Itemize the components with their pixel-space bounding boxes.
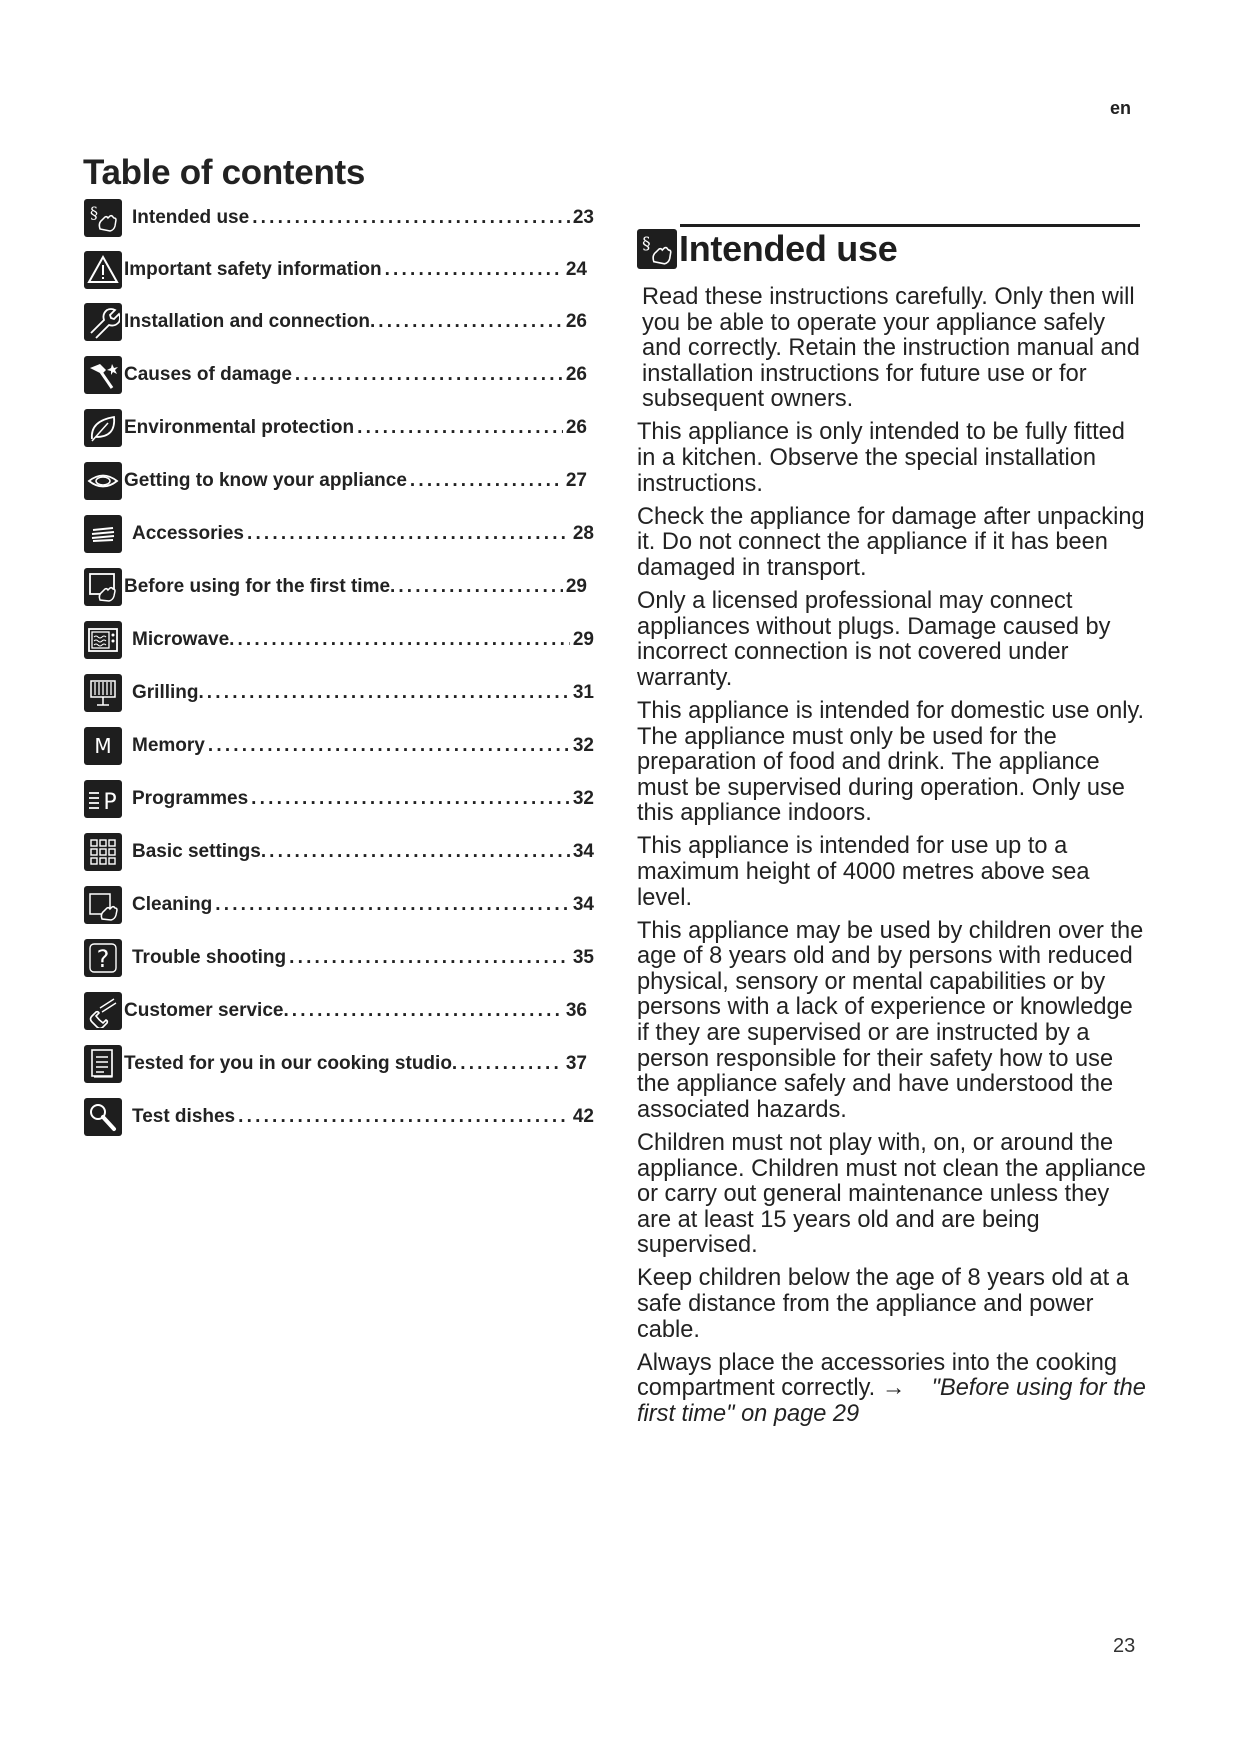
toc-entry-label: Environmental protection — [124, 417, 355, 438]
toc-entry-page: 35 — [572, 947, 594, 968]
toc-entry-label: Before using for the first time. — [124, 576, 396, 597]
toc-entry-label: Test dishes — [132, 1106, 236, 1127]
intended-use-text — [637, 285, 1147, 1435]
toc-entry-damage[interactable] — [84, 355, 587, 395]
toc-entry-page: 26 — [565, 311, 587, 332]
first-use-icon — [84, 568, 122, 606]
microwave-icon — [84, 621, 122, 659]
settings-grid-icon — [84, 833, 122, 871]
paragraph: Children must not play with, on, or around the appliance. Children must not clean the appliance or carry out general maintenance unless they are at least 15 years old and are being supervised. — [637, 1129, 1146, 1259]
toc-entry-microwave[interactable] — [84, 620, 594, 660]
eye-icon — [84, 462, 122, 500]
toc-entry-page: 28 — [572, 523, 594, 544]
section-title: Intended use — [679, 228, 898, 269]
grill-icon — [84, 674, 122, 712]
paragraph: Keep children below the age of 8 years old at a safe distance from the appliance and power cable. — [637, 1265, 1129, 1343]
svg-text:§: § — [642, 233, 651, 253]
toc-entry-label: Tested for you in our cooking studio. — [124, 1053, 458, 1074]
intended-use-icon — [637, 229, 677, 269]
toc-entry-page: 26 — [565, 417, 587, 438]
toc-entry-getting-to-know[interactable] — [84, 461, 587, 501]
toc-entry-label: Cleaning — [132, 894, 213, 915]
toc-entry-environment[interactable] — [84, 408, 587, 448]
paragraph: Only a licensed professional may connect appliances without plugs. Damage caused by incorrect connection is not covered under warranty. — [637, 588, 1111, 691]
paragraph: This appliance is intended for domestic use only. The appliance must only be used for the preparation of food and drink. The appliance must be supervised during operation. Only use this appliance indoors. — [637, 697, 1145, 827]
toc-entry-page: 24 — [565, 259, 587, 280]
toc-entry-label: Customer service. — [124, 1000, 289, 1021]
hammer-icon — [84, 356, 122, 394]
toc-entry-label: Programmes — [132, 788, 249, 809]
toc-entry-label: Grilling. — [132, 682, 204, 703]
toc-entry-first-use[interactable] — [84, 567, 587, 607]
toc-entry-page: 32 — [572, 735, 594, 756]
toc-entry-page: 34 — [572, 894, 594, 915]
toc-entry-label: Trouble shooting — [132, 947, 287, 968]
paragraph: Check the appliance for damage after unpacking it. Do not connect the appliance if it has been damaged in transport. — [637, 503, 1145, 581]
toc-entry-page: 23 — [572, 207, 594, 228]
toc-entry-page: 36 — [565, 1000, 587, 1021]
toc-entry-basic-settings[interactable] — [84, 832, 594, 872]
magnifier-icon — [84, 1098, 122, 1136]
document-icon — [84, 1045, 122, 1083]
toc-entry-page: 31 — [572, 682, 594, 703]
paragraph: This appliance may be used by children over the age of 8 years old and by persons with reduced physical, sensory or mental capabilities or by persons with a lack of experience or knowledge if they are supervised or are instructed by a person responsible for their safety how to use the appliance safely and have understood the associated hazards. — [637, 917, 1144, 1123]
toc-entry-programmes[interactable] — [84, 779, 594, 819]
intended-use-icon — [84, 199, 122, 237]
svg-text:P: P — [103, 790, 117, 815]
toc-entry-page: 34 — [572, 841, 594, 862]
paragraph — [637, 1351, 1147, 1428]
toc-entry-page: 42 — [572, 1106, 594, 1127]
toc-entry-grilling[interactable] — [84, 673, 594, 713]
toc-entry-label: Memory — [132, 735, 205, 756]
toc-entry-intended-use[interactable] — [84, 198, 594, 238]
cleaning-icon — [84, 886, 122, 924]
toc-entry-page: 29 — [572, 629, 594, 650]
toc-entry-accessories[interactable] — [84, 514, 594, 554]
arrow-icon: → — [881, 1375, 906, 1402]
cross-reference-link[interactable]: "Before using for the first time" on page 29 — [637, 1375, 1146, 1427]
toc-entry-customer-service[interactable] — [84, 991, 587, 1031]
phone-icon — [84, 992, 122, 1030]
toc-entry-label: Important safety information — [124, 259, 382, 280]
page-number: 23 — [1113, 1635, 1136, 1657]
toc-entry-page: 27 — [565, 470, 587, 491]
svg-text:§: § — [90, 203, 98, 222]
section-heading — [637, 228, 897, 270]
tray-icon — [84, 515, 122, 553]
toc-entry-cleaning[interactable] — [84, 885, 594, 925]
svg-text:M: M — [94, 734, 112, 758]
toc-entry-safety[interactable] — [84, 250, 587, 290]
toc-entry-page: 26 — [565, 364, 587, 385]
toc-entry-memory[interactable] — [84, 726, 594, 766]
wrench-icon — [84, 303, 122, 341]
paragraph: This appliance is only intended to be fully fitted in a kitchen. Observe the special installation instructions. — [637, 419, 1125, 497]
paragraph-text: Always place the accessories into the cooking compartment correctly. — [637, 1349, 1117, 1402]
toc-entry-label: Accessories — [132, 523, 244, 544]
toc-entry-label: Causes of damage — [124, 364, 292, 385]
toc-entry-cooking-studio[interactable] — [84, 1044, 587, 1084]
paragraph: Read these instructions carefully. Only then will you be able to operate your appliance safely and correctly. Retain the instruction manual and installation instructions for future use or for subsequent owners. — [642, 284, 1140, 413]
toc-entry-label: Intended use — [132, 207, 250, 228]
toc-entry-test-dishes[interactable] — [84, 1097, 594, 1137]
toc-title: Table of contents — [83, 153, 366, 192]
leaf-icon — [84, 409, 122, 447]
toc-entry-label: Getting to know your appliance — [124, 470, 407, 491]
section-rule — [680, 224, 1140, 227]
question-icon — [84, 939, 122, 977]
toc-entry-page: 29 — [565, 576, 587, 597]
toc-entry-trouble-shooting[interactable] — [84, 938, 594, 978]
toc-entry-label: Microwave. — [132, 629, 235, 650]
toc-entry-label: Installation and connection. — [124, 311, 376, 332]
paragraph: This appliance is intended for use up to a maximum height of 4000 metres above sea level. — [637, 833, 1090, 911]
toc-entry-page: 32 — [572, 788, 594, 809]
language-code: en — [1110, 98, 1132, 118]
memory-icon — [84, 727, 122, 765]
warning-triangle-icon — [84, 251, 122, 289]
svg-text:?: ? — [96, 945, 110, 973]
toc-entry-installation[interactable] — [84, 302, 587, 342]
programmes-icon — [84, 780, 122, 818]
toc-entry-page: 37 — [565, 1053, 587, 1074]
toc-entry-label: Basic settings. — [132, 841, 267, 862]
